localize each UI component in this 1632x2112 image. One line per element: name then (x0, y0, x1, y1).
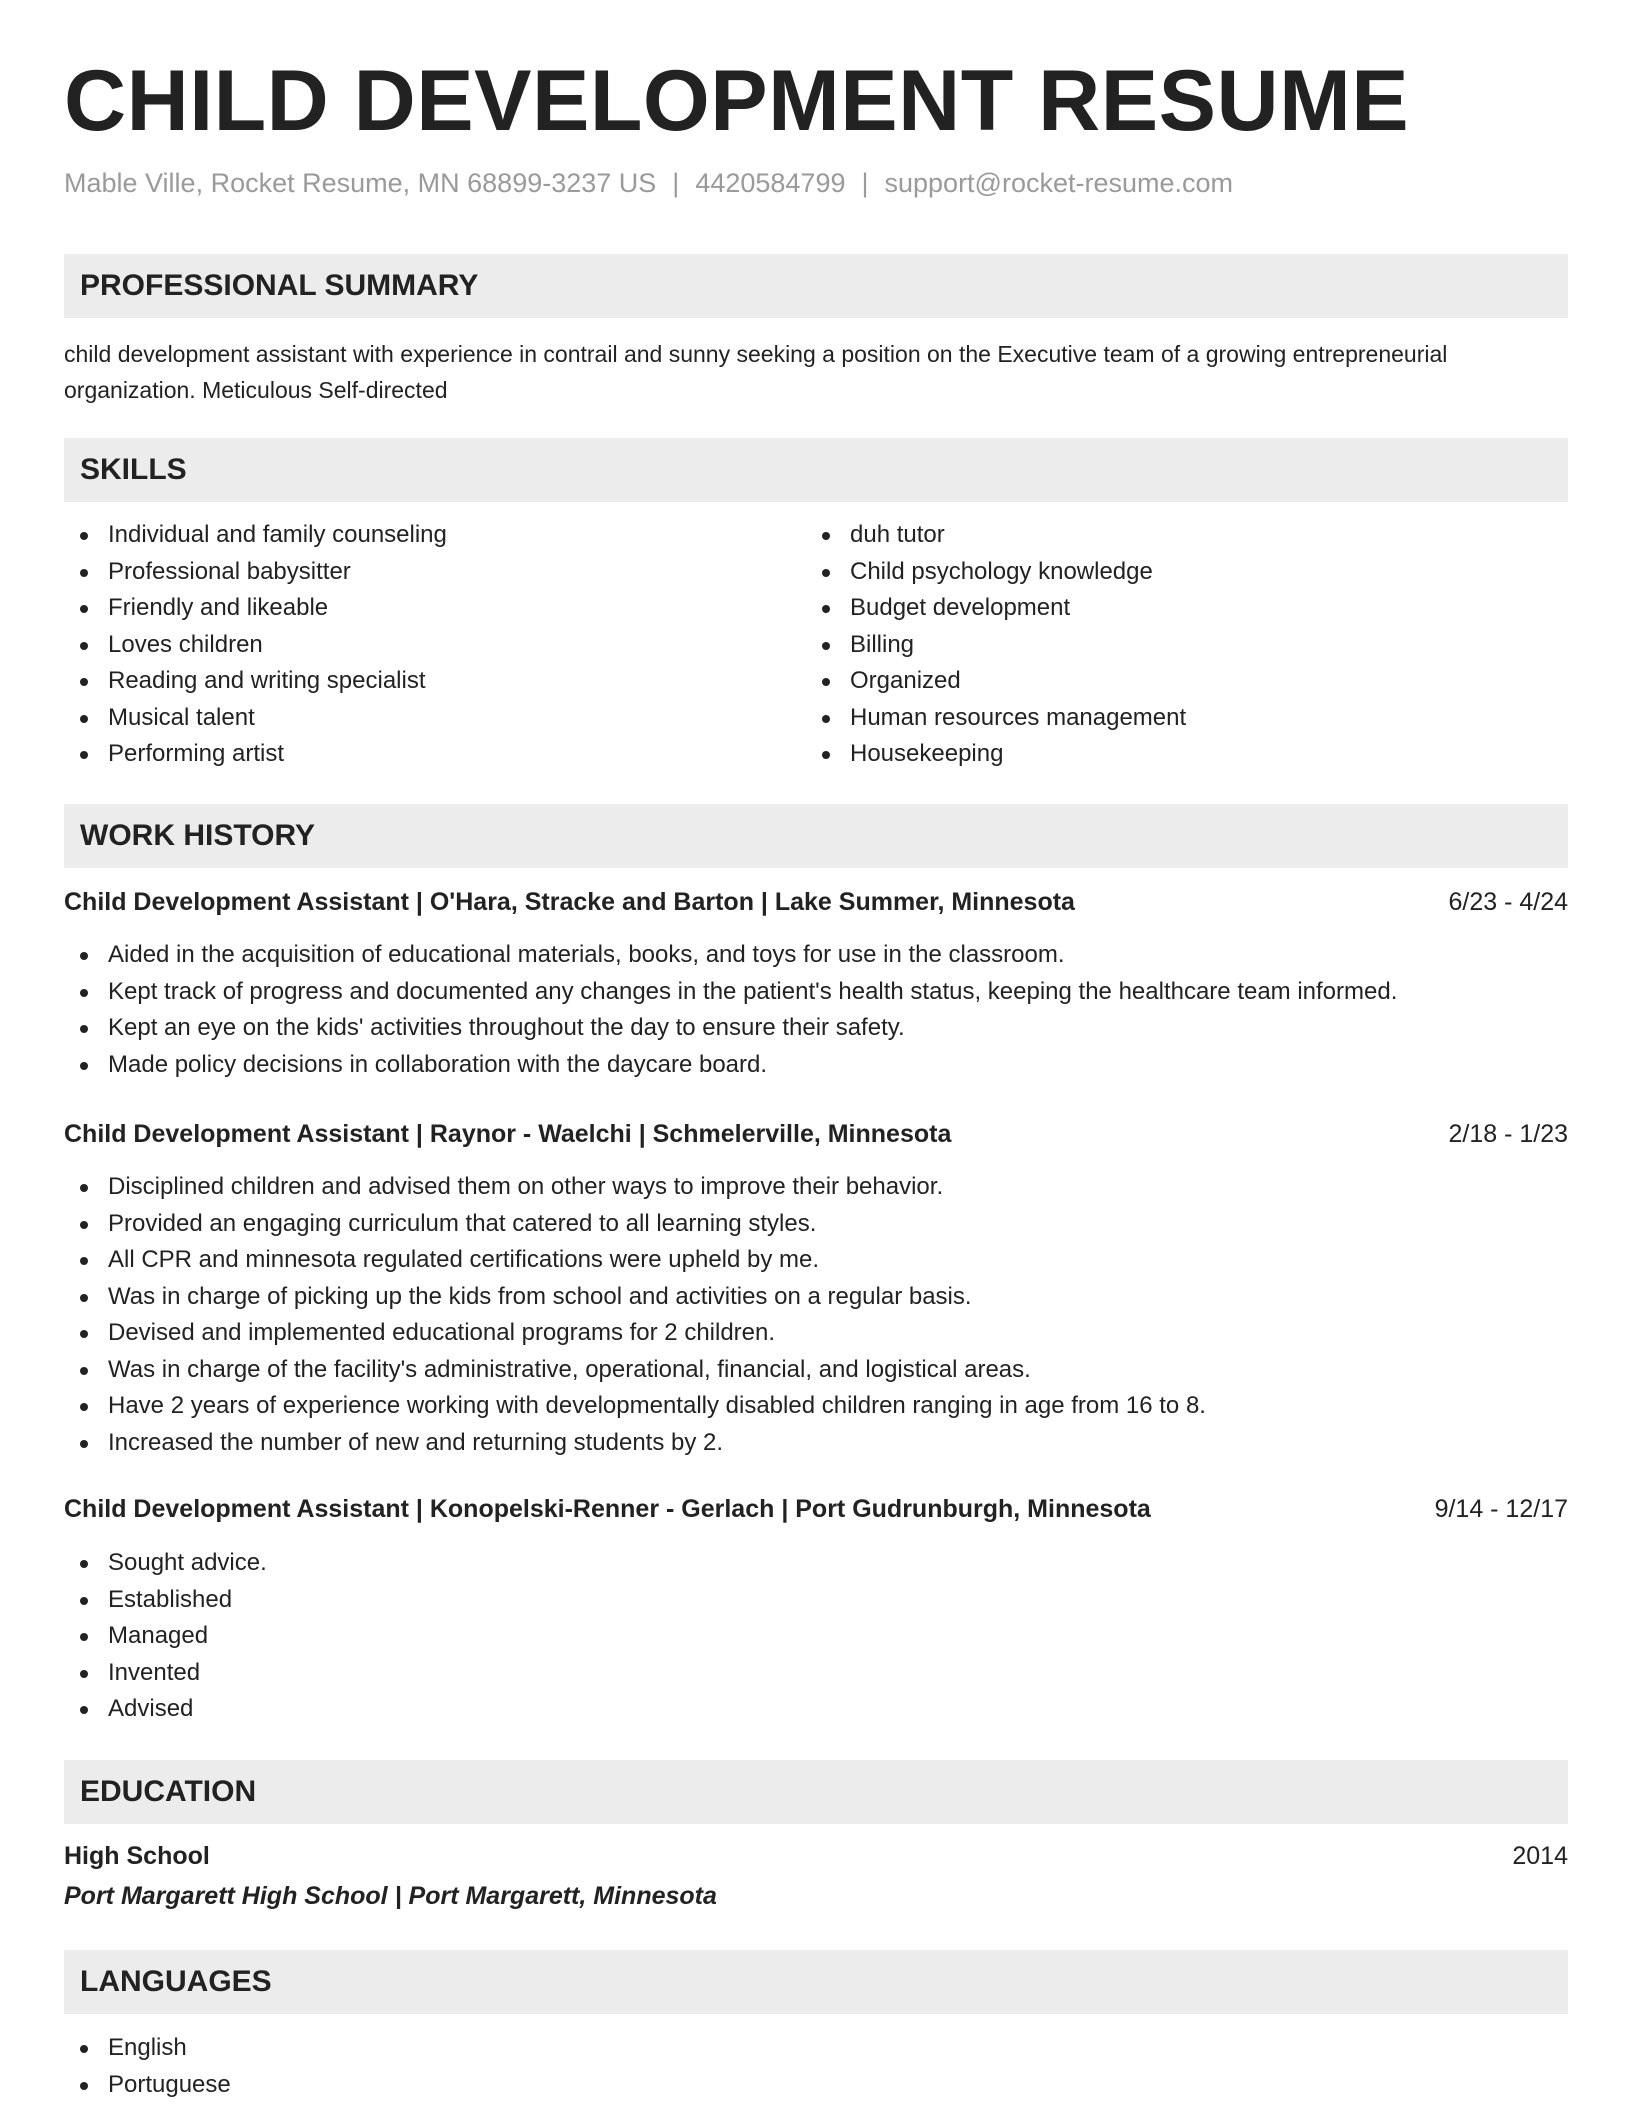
list-item: Increased the number of new and returning students by 2. (64, 1425, 1206, 1462)
list-item: All CPR and minnesota regulated certifications were upheld by me. (64, 1242, 1206, 1279)
list-item: Aided in the acquisition of educational materials, books, and toys for use in the classroom. (64, 937, 1397, 974)
list-item: Have 2 years of experience working with developmentally disabled children ranging in age from 16 to 8. (64, 1388, 1206, 1425)
list-item: Human resources management (806, 700, 1186, 737)
list-item: Friendly and likeable (64, 590, 447, 627)
list-item: Individual and family counseling (64, 517, 447, 554)
section-heading-education: EDUCATION (64, 1760, 1568, 1824)
list-item: Sought advice. (64, 1545, 267, 1582)
list-item: Was in charge of the facility's administrative, operational, financial, and logistical areas. (64, 1352, 1206, 1389)
summary-text: child development assistant with experience in contrail and sunny seeking a position on the Executive team of a growing entrepreneurial organization. Meticulous Self-directed (64, 341, 1448, 403)
contact-phone: 4420584799 (695, 168, 846, 198)
list-item: Performing artist (64, 736, 447, 773)
languages-list (64, 2030, 231, 2103)
job-dates: 2/18 - 1/23 (1448, 1120, 1568, 1148)
list-item: Musical talent (64, 700, 447, 737)
job-bullets (64, 937, 1397, 1083)
contact-separator: | (861, 168, 869, 198)
job-dates: 6/23 - 4/24 (1448, 888, 1568, 916)
list-item: Advised (64, 1691, 267, 1728)
job-dates: 9/14 - 12/17 (1434, 1495, 1568, 1523)
list-item: Professional babysitter (64, 554, 447, 591)
list-item: Kept track of progress and documented any changes in the patient's health status, keeping the healthcare team informed. (64, 974, 1397, 1011)
list-item: Managed (64, 1618, 267, 1655)
list-item: Budget development (806, 590, 1186, 627)
job-bullets (64, 1169, 1206, 1461)
education-school: Port Margarett High School | Port Margarett, Minnesota (64, 1882, 717, 1910)
list-item: Child psychology knowledge (806, 554, 1186, 591)
contact-separator: | (672, 168, 680, 198)
list-item: duh tutor (806, 517, 1186, 554)
list-item: Housekeeping (806, 736, 1186, 773)
list-item: Billing (806, 627, 1186, 664)
list-item: Provided an engaging curriculum that catered to all learning styles. (64, 1206, 1206, 1243)
list-item: Kept an eye on the kids' activities throughout the day to ensure their safety. (64, 1010, 1397, 1047)
section-heading-skills: SKILLS (64, 438, 1568, 502)
section-heading-languages: LANGUAGES (64, 1950, 1568, 2014)
job-title: Child Development Assistant | Raynor - Waelchi | Schmelerville, Minnesota (64, 1120, 952, 1148)
list-item: Devised and implemented educational programs for 2 children. (64, 1315, 1206, 1352)
resume-title: CHILD DEVELOPMENT RESUME (64, 53, 1410, 149)
list-item: Portuguese (64, 2067, 231, 2104)
job-bullets (64, 1545, 267, 1728)
contact-address: Mable Ville, Rocket Resume, MN 68899-3237 US (64, 168, 657, 198)
list-item: Made policy decisions in collaboration with the daycare board. (64, 1047, 1397, 1084)
education-year: 2014 (1512, 1842, 1568, 1870)
contact-line (64, 168, 1233, 199)
list-item: Reading and writing specialist (64, 663, 447, 700)
section-heading-summary: PROFESSIONAL SUMMARY (64, 254, 1568, 318)
list-item: Was in charge of picking up the kids from school and activities on a regular basis. (64, 1279, 1206, 1316)
contact-email: support@rocket-resume.com (884, 168, 1234, 198)
section-heading-work-history: WORK HISTORY (64, 804, 1568, 868)
list-item: Loves children (64, 627, 447, 664)
skills-list-right (806, 517, 1186, 773)
education-degree: High School (64, 1842, 210, 1870)
skills-list-left (64, 517, 447, 773)
job-title: Child Development Assistant | O'Hara, Stracke and Barton | Lake Summer, Minnesota (64, 888, 1075, 916)
job-title: Child Development Assistant | Konopelski-Renner - Gerlach | Port Gudrunburgh, Minnesota (64, 1495, 1151, 1523)
list-item: English (64, 2030, 231, 2067)
list-item: Invented (64, 1655, 267, 1692)
list-item: Disciplined children and advised them on other ways to improve their behavior. (64, 1169, 1206, 1206)
list-item: Organized (806, 663, 1186, 700)
list-item: Established (64, 1582, 267, 1619)
